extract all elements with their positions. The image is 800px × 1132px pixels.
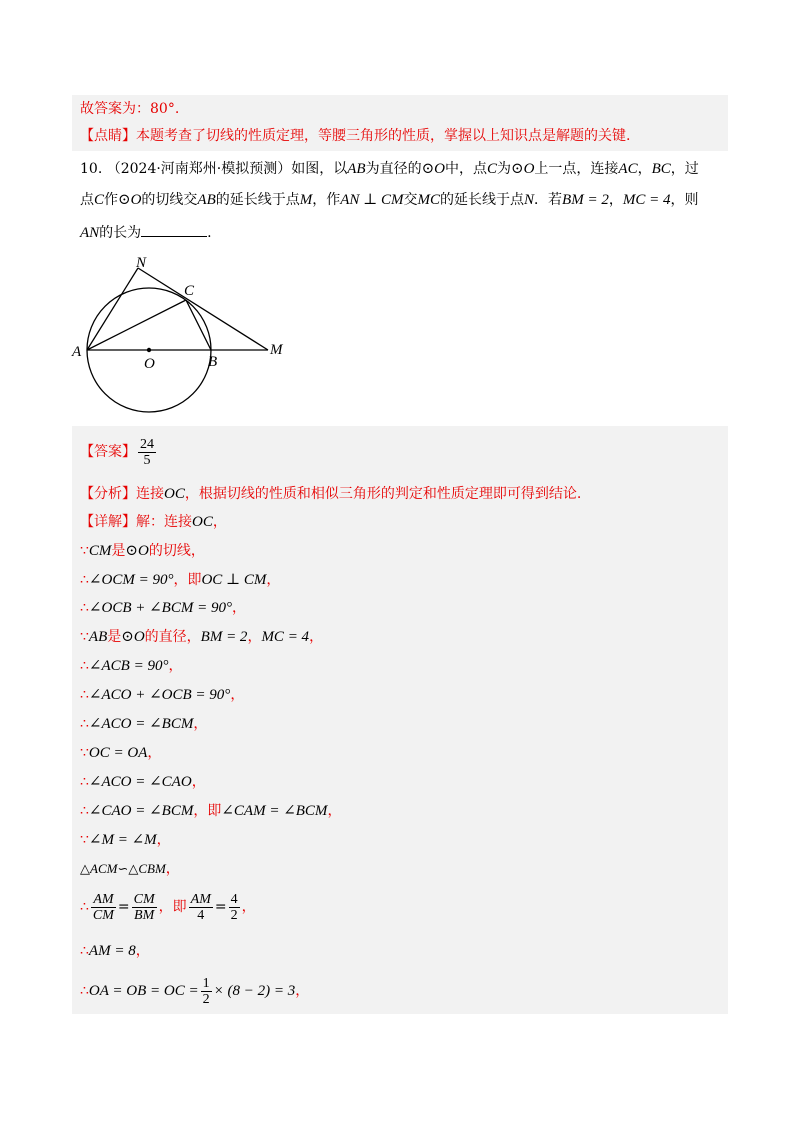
step-5: ∴∠ACB = 90°， [80, 658, 183, 674]
geometry-figure [70, 250, 300, 420]
step-1: ∵CM是⊙O的切线， [80, 543, 205, 559]
label-o: O [144, 356, 155, 372]
step-9: ∴∠ACO = ∠CAO， [80, 774, 206, 790]
prev-point-line: 【点睛】本题考查了切线的性质定理，等腰三角形的性质，掌握以上知识点是解题的关键. [80, 128, 631, 144]
step-12: △ACM∽△CBM， [80, 861, 180, 877]
answer-blank[interactable] [141, 222, 207, 237]
step-8: ∵OC = OA， [80, 745, 162, 761]
label-n: N [136, 255, 147, 271]
label-m: M [270, 342, 283, 358]
line-cb [186, 300, 211, 350]
question-line-3: AN的长为 . [80, 222, 212, 243]
step-15: ∴OA = OB = OC = $\frac{1}{2}$ × (8 − 2) = 3， [80, 975, 310, 1007]
point-label: 【点睛】 [80, 128, 136, 144]
fraction-half: $\frac{1}{2}$ [202, 975, 210, 1007]
point-o [147, 348, 151, 352]
answer-label: 【答案】 [80, 444, 136, 460]
step-11: ∵∠M = ∠M， [80, 832, 171, 848]
fraction-4-2: $\frac{4}{2}$ [230, 891, 238, 923]
label-b: B [208, 354, 218, 370]
fraction-am-4: $\frac{AM}{4}$ [190, 891, 211, 923]
detail-intro: 【详解】解：连接OC， [80, 514, 227, 530]
analysis-label: 【分析】 [80, 486, 136, 502]
detail-label: 【详解】 [80, 514, 136, 530]
step-6: ∴∠ACO + ∠OCB = 90°， [80, 687, 245, 703]
step-3: ∴∠OCB + ∠BCM = 90°， [80, 600, 246, 616]
step-13: ∴ $\frac{AM}{CM}$ = $\frac{CM}{BM}$ ，即 $\frac{AM}{4}$ = $\frac{4}{2}$ ， [80, 891, 256, 923]
answer-line [80, 434, 158, 470]
question-number: 10. [80, 161, 103, 177]
question-line-1: 10. （2024·河南郑州·模拟预测）如图，以AB为直径的⊙O中，点C为⊙O上一点，连接AC，BC，过 [80, 161, 699, 177]
prev-answer-line: 故答案为：80°. [80, 101, 180, 117]
step-4: ∵AB是⊙O的直径，BM = 2，MC = 4， [80, 629, 324, 645]
line-nm [138, 268, 268, 350]
step-14: ∴AM = 8， [80, 943, 150, 959]
fraction-cm-bm: $\frac{CM}{BM}$ [133, 891, 155, 923]
label-c: C [184, 283, 195, 299]
question-line-2: 点C作⊙O的切线交AB的延长线于点M，作AN ⊥ CM交MC的延长线于点N．若BM = 2，MC = 4，则 [80, 192, 699, 208]
label-a: A [72, 344, 82, 360]
answer-fraction: $\frac{24}{5}$ [140, 436, 154, 468]
step-7: ∴∠ACO = ∠BCM， [80, 716, 208, 732]
fraction-am-cm: $\frac{AM}{CM}$ [92, 891, 114, 923]
step-2: ∴∠OCM = 90°，即OC ⊥ CM， [80, 572, 281, 588]
analysis-line: 【分析】连接OC，根据切线的性质和相似三角形的判定和性质定理即可得到结论. [80, 486, 582, 502]
step-10: ∴∠CAO = ∠BCM，即∠CAM = ∠BCM， [80, 803, 342, 819]
